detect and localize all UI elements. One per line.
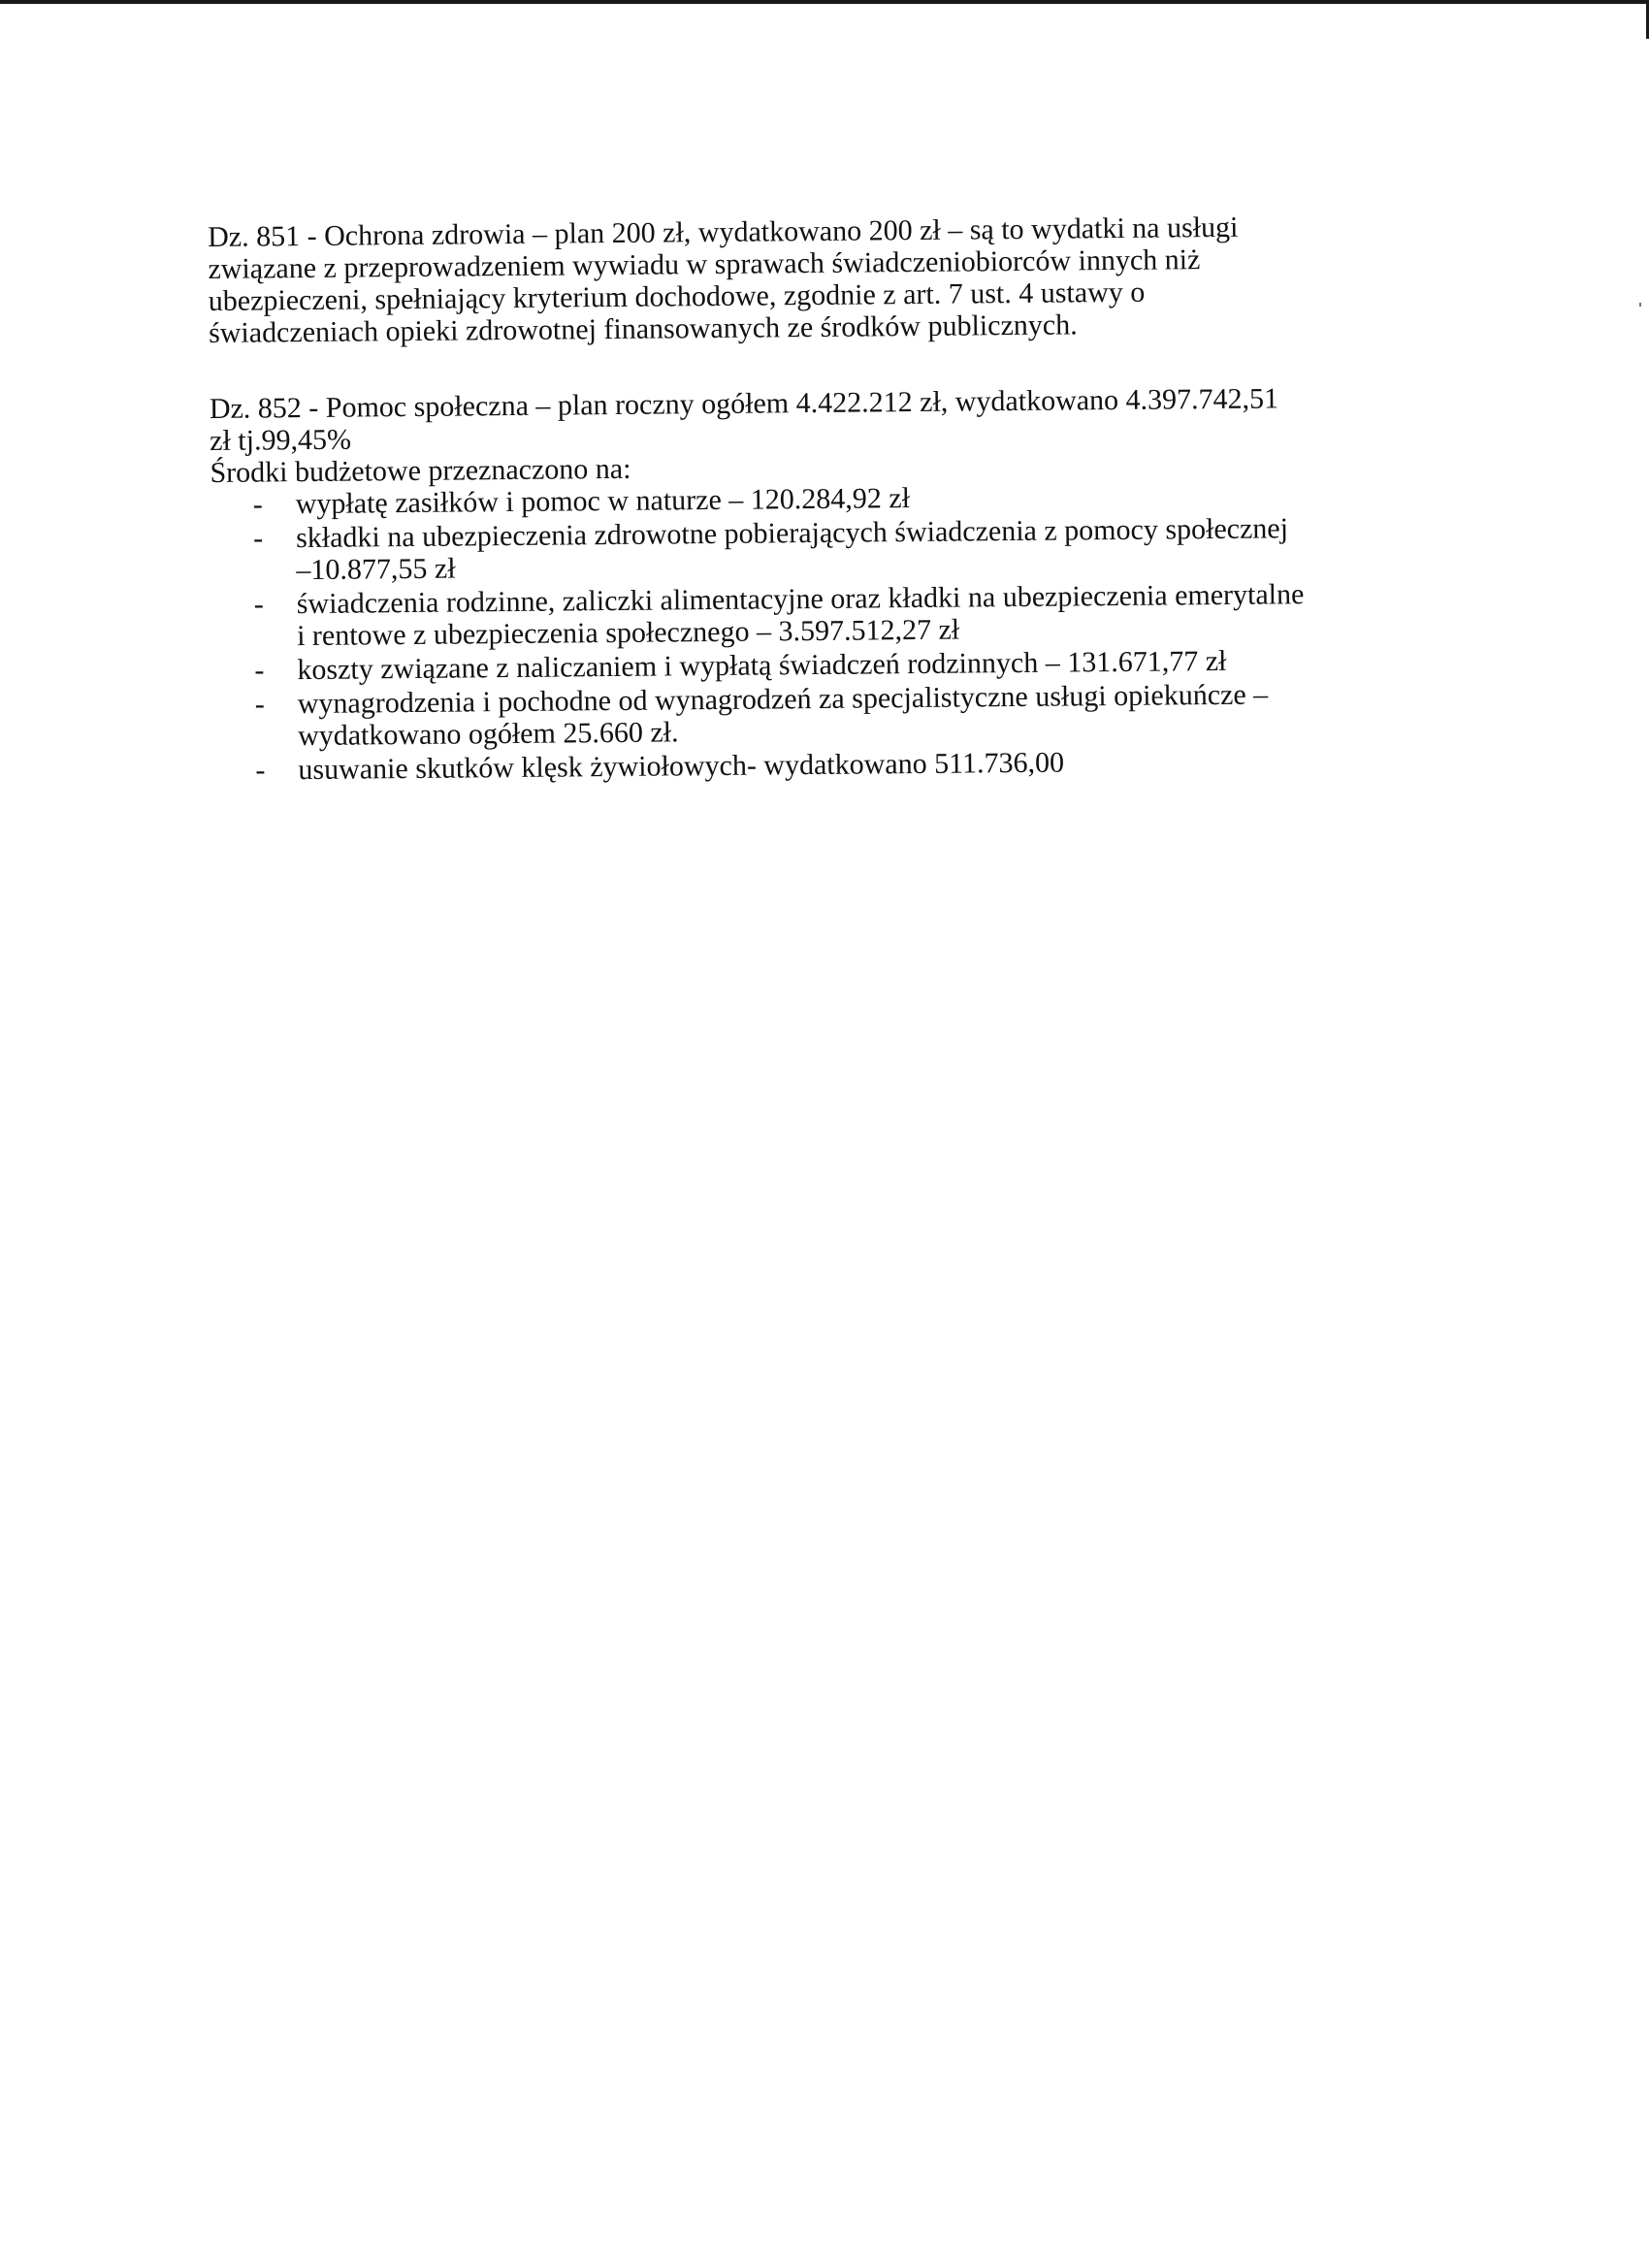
list-item-line: wypłatę zasiłków i pomoc w naturze – 120.284,92 zł: [295, 482, 911, 521]
list-dash: -: [254, 688, 265, 721]
section-851-line: ubezpieczeni, spełniający kryterium dochodowe, zgodnie z art. 7 ust. 4 ustawy o: [208, 275, 1146, 317]
list-item: [212, 677, 1445, 753]
list-dash: -: [254, 654, 265, 687]
list-item-line: i rentowe z ubezpieczenia społecznego – 3.597.512,27 zł: [296, 613, 960, 653]
section-852-paragraph: [210, 381, 1445, 787]
document-body: [208, 210, 1445, 789]
section-851-line: związane z przeprowadzeniem wywiadu w sprawach świadczeniobiorców innych niż: [208, 243, 1201, 285]
list-dash: -: [252, 488, 263, 521]
section-852-heading-line: Dz. 852 - Pomoc społeczna – plan roczny ogółem 4.422.212 zł, wydatkowano 4.397.742,51: [209, 382, 1279, 425]
list-item-line: koszty związane z naliczaniem i wypłatą świadczeń rodzinnych – 131.671,77 zł: [297, 644, 1227, 687]
list-item-line: usuwanie skutków klęsk żywiołowych- wydatkowano 511.736,00: [298, 746, 1065, 787]
section-851-paragraph: [208, 210, 1440, 349]
list-item-line: świadczenia rodzinne, zaliczki alimentacyjne oraz kładki na ubezpieczenia emerytalne: [296, 578, 1305, 621]
list-item-line: –10.877,55 zł: [296, 552, 456, 587]
list-dash: -: [253, 588, 264, 621]
section-852-intro-line: Środki budżetowe przeznaczono na:: [210, 452, 631, 489]
section-852-heading-line: zł tj.99,45%: [210, 423, 352, 457]
list-item: [211, 577, 1444, 653]
list-item: [210, 511, 1443, 587]
scan-speck: [1639, 303, 1641, 307]
section-851-line: Dz. 851 - Ochrona zdrowia – plan 200 zł, wydatkowano 200 zł – są to wydatki na usługi: [208, 211, 1239, 253]
expense-list: [210, 477, 1445, 787]
list-item-line: wydatkowano ogółem 25.660 zł.: [297, 716, 679, 753]
section-851-line: świadczeniach opieki zdrowotnej finansowanych ze środków publicznych.: [208, 308, 1078, 349]
list-item-line: składki na ubezpieczenia zdrowotne pobierających świadczenia z pomocy społecznej: [295, 512, 1289, 555]
list-dash: -: [255, 754, 266, 787]
list-dash: -: [252, 522, 264, 555]
scan-edge-top: [0, 0, 1649, 4]
list-item-line: wynagrodzenia i pochodne od wynagrodzeń za specjalistyczne usługi opiekuńcze –: [297, 678, 1269, 721]
